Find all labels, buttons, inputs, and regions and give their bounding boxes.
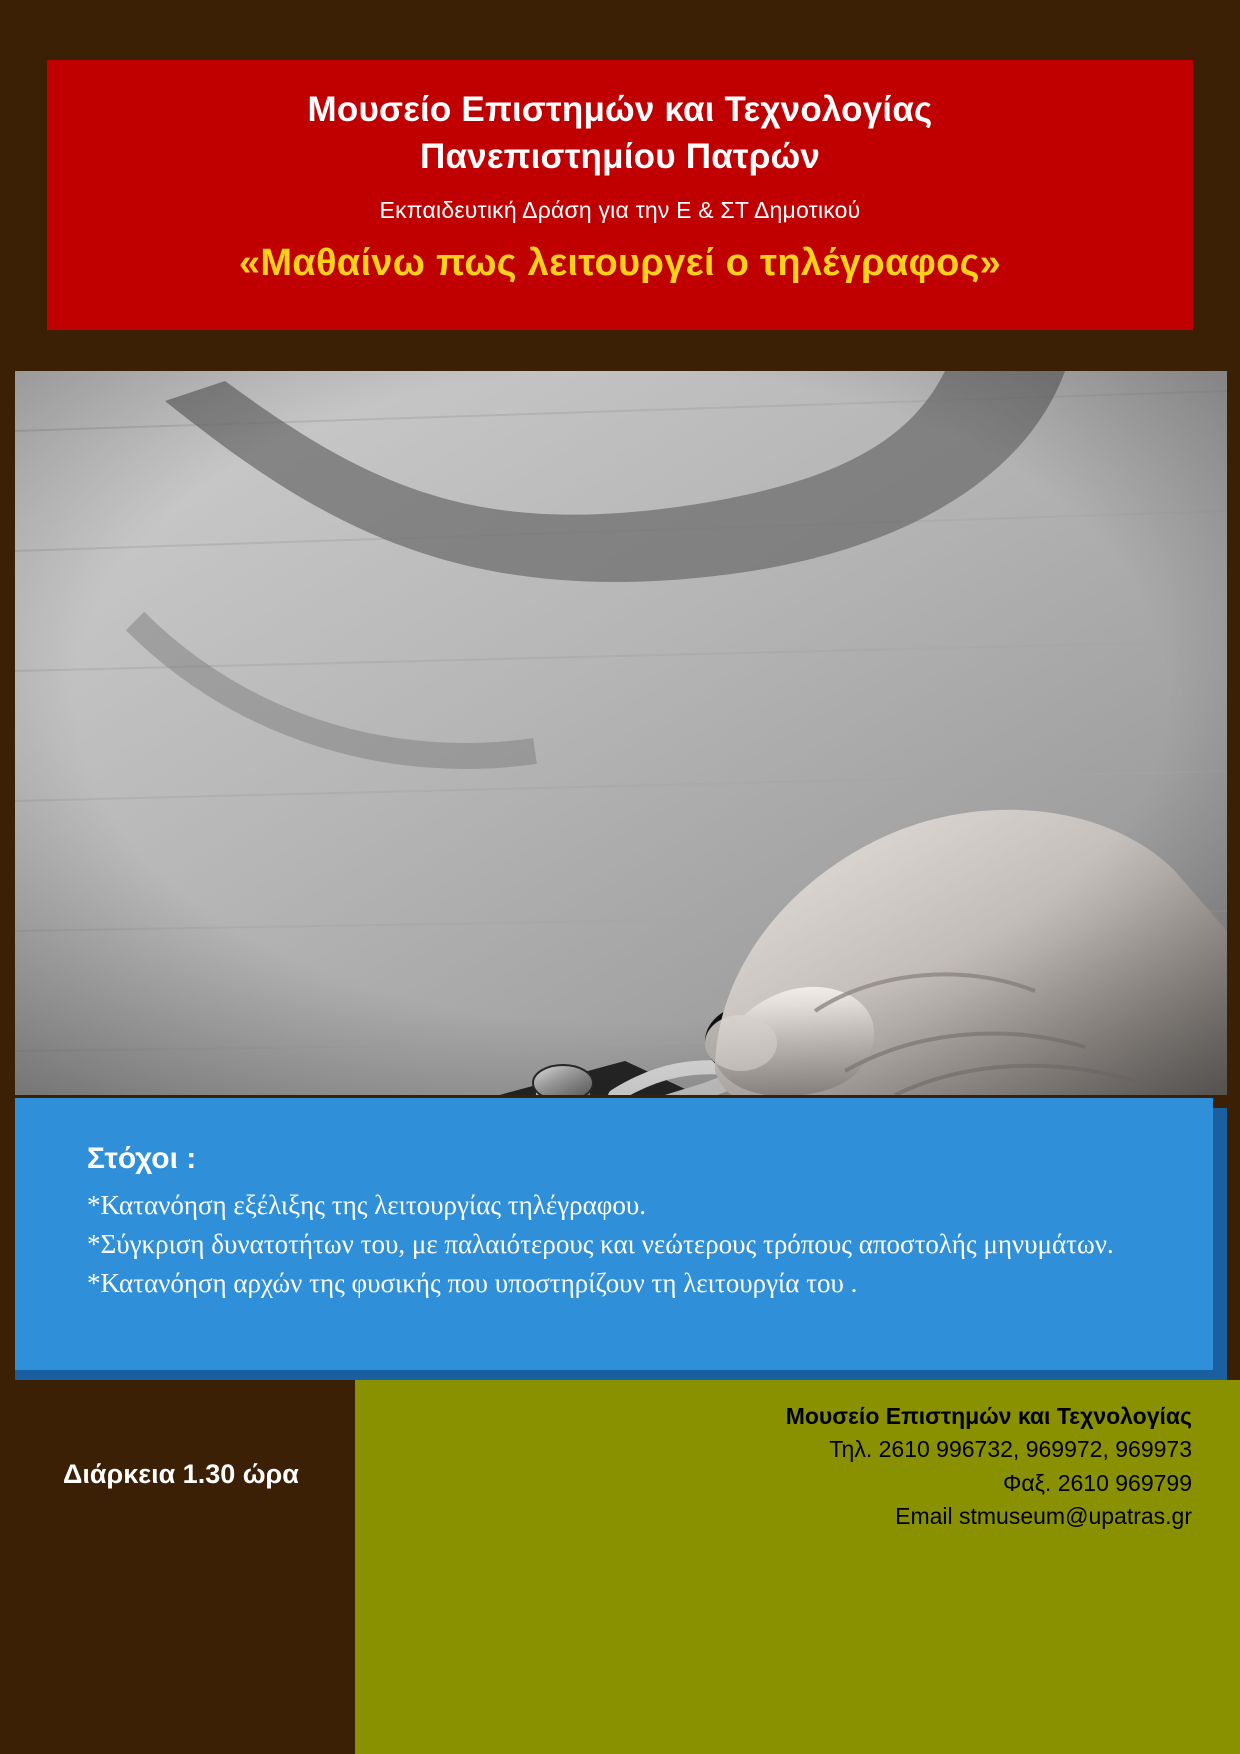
contact-museum-name: Μουσείο Επιστημών και Τεχνολογίας <box>785 1403 1192 1429</box>
goals-heading: Στόχοι : <box>87 1142 197 1175</box>
header-band <box>47 60 1193 330</box>
action-title: «Μαθαίνω πως λειτουργεί ο τηλέγραφος» <box>238 241 1002 284</box>
contact-fax: Φαξ. 2610 969799 <box>1002 1469 1192 1496</box>
contact-email: Email stmuseum@upatras.gr <box>895 1503 1192 1530</box>
goals-item-0: *Κατανόηση εξέλιξης της λειτουργίας τηλέγραφου. <box>87 1190 646 1220</box>
goals-panel <box>15 1098 1213 1370</box>
contact-phone: Τηλ. 2610 996732, 969972, 969973 <box>829 1436 1192 1463</box>
goals-item-2: *Κατανόηση αρχών της φυσικής που υποστηρίζουν τη λειτουργία του . <box>87 1268 858 1299</box>
header-subtitle: Εκπαιδευτική Δράση για την Ε & ΣΤ Δημοτικού <box>379 196 861 223</box>
telegraph-photo-illustration <box>15 371 1227 1095</box>
duration-label: Διάρκεια 1.30 ώρα <box>63 1459 299 1489</box>
museum-title-line2: Πανεπιστημίου Πατρών <box>419 137 821 177</box>
goals-item-1: *Σύγκριση δυνατοτήτων του, με παλαιότερους και νεώτερους τρόπους αποστολής μηνυμάτων. <box>87 1229 1114 1260</box>
contact-block <box>552 1400 1192 1533</box>
museum-title-line1: Μουσείο Επιστημών και Τεχνολογίας <box>307 90 933 129</box>
telegraph-photo <box>15 371 1227 1095</box>
footer-left-block <box>0 1380 355 1754</box>
